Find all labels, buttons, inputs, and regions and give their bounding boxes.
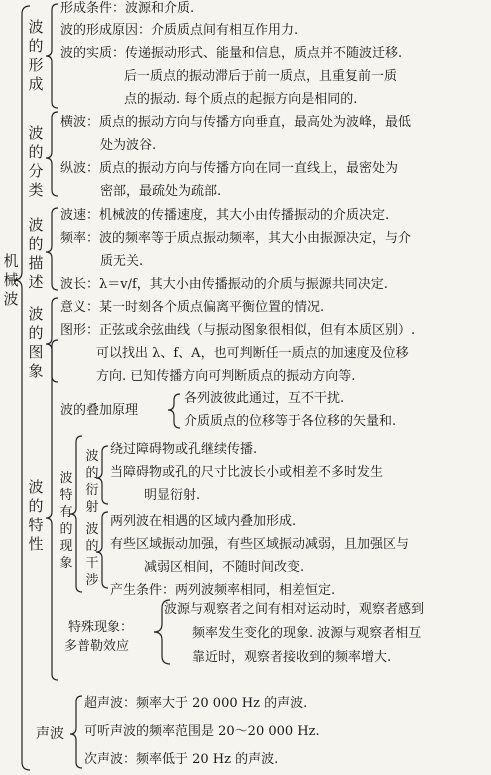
interference-line-4: 产生条件：两列波频率相同，相差恒定. [110,583,336,598]
image-line-2: 图形：正弦或余弦曲线（与振动图象很相似，但有本质区别）. [60,323,416,338]
description-line-4: 波长：λ＝v/f，其大小由传播振动的介质与振源共同决定. [60,277,388,292]
doppler-label-1: 特殊现象： [68,620,134,635]
doppler-line-2: 频率发生变化的现象. 波源与观察者相互 [192,626,422,641]
formation-title: 波的形成 [28,18,44,93]
description-title: 波的描述 [28,216,44,291]
image-title: 波的图象 [28,305,44,380]
diffraction-title: 波的衍射 [85,449,99,515]
classification-line-2: 处为波谷. [100,138,157,153]
formation-line-4: 后一质点的振动滞后于前一质点，且重复前一质 [124,69,398,84]
superposition-label: 波的叠加原理 [60,403,139,418]
description-line-2: 频率：波的频率等于质点振动频率，其大小由振源决定，与介 [60,231,412,246]
sound-line-3: 次声波：频率低于 20 Hz 的声波. [84,752,279,767]
doppler-line-1: 波源与观察者之间有相对运动时，观察者感到 [164,602,425,617]
interference-line-3: 减弱区相间，不随时间改变. [144,560,305,575]
properties-title: 波的特性 [28,478,44,553]
formation-line-5: 点的振动. 每个质点的起振方向是相同的. [124,92,358,107]
diffraction-line-3: 明显衍射. [144,488,201,503]
classification-title: 波的分类 [28,124,44,199]
sound-title: 声波 [36,726,64,742]
classification-line-4: 密部，最疏处为疏部. [100,184,222,199]
superposition-line-2: 介质质点的位移等于各位移的矢量和. [184,414,397,429]
sound-line-1: 超声波：频率大于 20 000 Hz 的声波. [84,696,308,711]
classification-line-3: 纵波：质点的振动方向与传播方向在同一直线上，最密处为 [60,161,399,176]
superposition-line-1: 各列波彼此通过，互不干扰. [184,391,345,406]
special-phenomena-title: 波特有的现象 [59,471,73,571]
interference-line-2: 有些区域振动加强，有些区域振动减弱，且加强区与 [110,537,410,552]
root-label: 机械波 [3,252,19,308]
image-line-3: 可以找出 λ、f、A，也可判断任一质点的加速度及位移 [96,346,409,361]
description-line-3: 质无关. [100,254,144,269]
classification-line-1: 横波：质点的振动方向与传播方向垂直，最高处为波峰，最低 [60,115,412,130]
interference-line-1: 两列波在相遇的区域内叠加形成. [110,514,297,529]
doppler-label-2: 多普勒效应 [64,639,130,654]
diffraction-line-1: 绕过障碍物或孔继续传播. [110,442,258,457]
formation-line-1: 形成条件：波源和介质. [60,1,195,16]
description-line-1: 波速：机械波的传播速度，其大小由传播振动的介质决定. [60,208,390,223]
formation-line-2: 波的形成原因：介质质点间有相互作用力. [60,23,299,38]
image-line-4: 方向. 已知传播方向可判断质点的振动方向等. [96,369,356,384]
doppler-line-3: 靠近时，观察者接收到的频率增大. [192,650,392,665]
interference-title: 波的干涉 [85,522,99,588]
formation-line-3: 波的实质：传递振动形式、能量和信息，质点并不随波迁移. [60,46,403,61]
image-line-1: 意义：某一时刻各个质点偏离平衡位置的情况. [60,300,325,315]
sound-line-2: 可听声波的频率范围是 20～20 000 Hz. [84,724,320,739]
diffraction-line-2: 当障碍物或孔的尺寸比波长小或相差不多时发生 [110,465,384,480]
